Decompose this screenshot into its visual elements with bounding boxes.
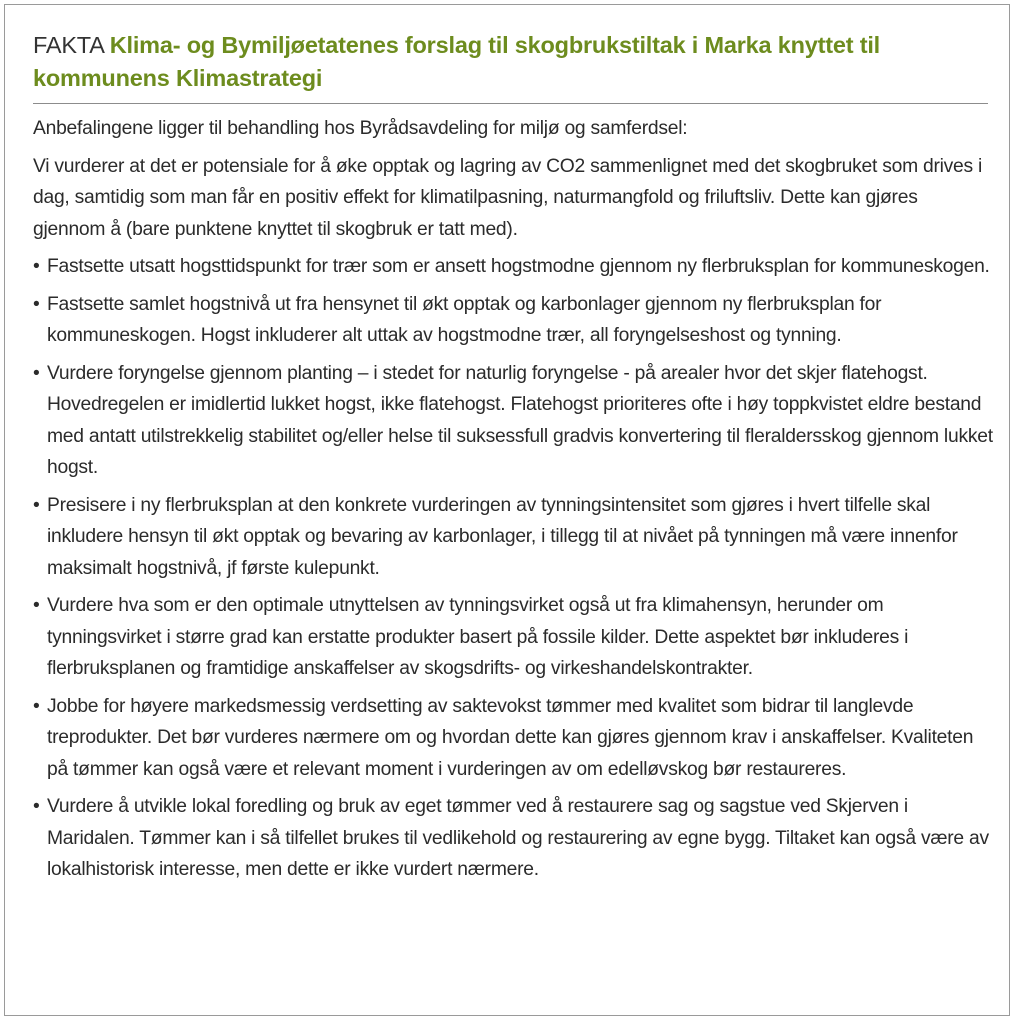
bullet-icon: • <box>33 695 40 717</box>
fact-body <box>33 113 993 892</box>
bullet-icon: • <box>33 595 40 616</box>
context-paragraph: Vi vurderer at det er potensiale for å øke opptak og lagring av CO2 sammenlignet med det skogbruket som drives i dag, samtidig som man får en positiv effekt for klimatilpasning, naturmangfold og friluftsliv. Dette kan gjøres gjennom å (bare punktene knyttet til skogbruk er tatt med). <box>33 155 983 240</box>
list-item <box>33 358 993 484</box>
bullet-icon: • <box>33 494 40 516</box>
list-item <box>33 590 993 685</box>
list-item <box>33 691 993 786</box>
list-item <box>33 289 993 352</box>
bullet-icon: • <box>33 796 40 817</box>
list-item <box>33 251 993 283</box>
bullet-icon: • <box>33 362 40 384</box>
list-item-text: Fastsette utsatt hogsttidspunkt for trær som er ansett hogstmodne gjennom ny flerbruksplan for kommuneskogen. <box>47 256 990 277</box>
fact-box <box>4 4 1010 1016</box>
list-item <box>33 490 993 585</box>
list-item-text: Vurdere å utvikle lokal foredling og bruk av eget tømmer ved å restaurere sag og sagstue ved Skjerven i Maridalen. Tømmer kan i så tilfellet brukes til vedlikehold og restaurering av egne bygg. Tiltaket kan også være av lokalhistorisk interesse, men dette er ikke vurdert nærmere. <box>47 796 989 880</box>
list-item-text: Vurdere hva som er den optimale utnyttelsen av tynningsvirket også ut fra klimahensyn, herunder om tynningsvirket i større grad kan erstatte produkter basert på fossile kilder. Dette aspektet bør inkluderes i flerbruksplanen og framtidige anskaffelser av skogsdrifts- og virkeshandelskontrakter. <box>47 595 909 679</box>
intro-paragraph: Anbefalingene ligger til behandling hos Byrådsavdeling for miljø og samferdsel: <box>33 118 688 139</box>
list-item-text: Jobbe for høyere markedsmessig verdsetting av saktevokst tømmer med kvalitet som bidrar til langlevde treprodukter. Det bør vurderes nærmere om og hvordan dette kan gjøres gjennom krav i anskaffelser. Kvaliteten på tømmer kan også være et relevant moment i vurderingen av om edelløvskog bør restaureres. <box>47 695 974 780</box>
recommendation-list <box>33 251 993 886</box>
list-item-text: Fastsette samlet hogstnivå ut fra hensynet til økt opptak og karbonlager gjennom ny flerbruksplan for kommuneskogen. Hogst inkluderer alt uttak av hogstmodne trær, all foryngelseshost og tynning. <box>47 293 882 346</box>
list-item-text: Vurdere foryngelse gjennom planting – i stedet for naturlig foryngelse - på arealer hvor det skjer flatehogst. Hovedregelen er imidlertid lukket hogst, ikke flatehogst. Flatehogst prioriteres ofte i høy toppkvistet eldre bestand med antatt utilstrekkelig stabilitet og/eller helse til suksessfull gradvis konvertering til fleraldersskog gjennom lukket hogst. <box>47 362 993 478</box>
bullet-icon: • <box>33 293 40 315</box>
fact-label: FAKTA <box>33 32 104 58</box>
fact-box-header <box>33 29 988 95</box>
list-item <box>33 791 993 886</box>
bullet-icon: • <box>33 256 40 277</box>
header-divider <box>33 103 988 104</box>
fact-title: Klima- og Bymiljøetatenes forslag til skogbrukstiltak i Marka knyttet til kommunens Klimastrategi <box>33 32 880 91</box>
list-item-text: Presisere i ny flerbruksplan at den konkrete vurderingen av tynningsintensitet som gjøres i hvert tilfelle skal inkludere hensyn til økt opptak og bevaring av karbonlager, i tillegg til at nivået på tynningen må være innenfor maksimalt hogstnivå, jf første kulepunkt. <box>47 494 958 579</box>
